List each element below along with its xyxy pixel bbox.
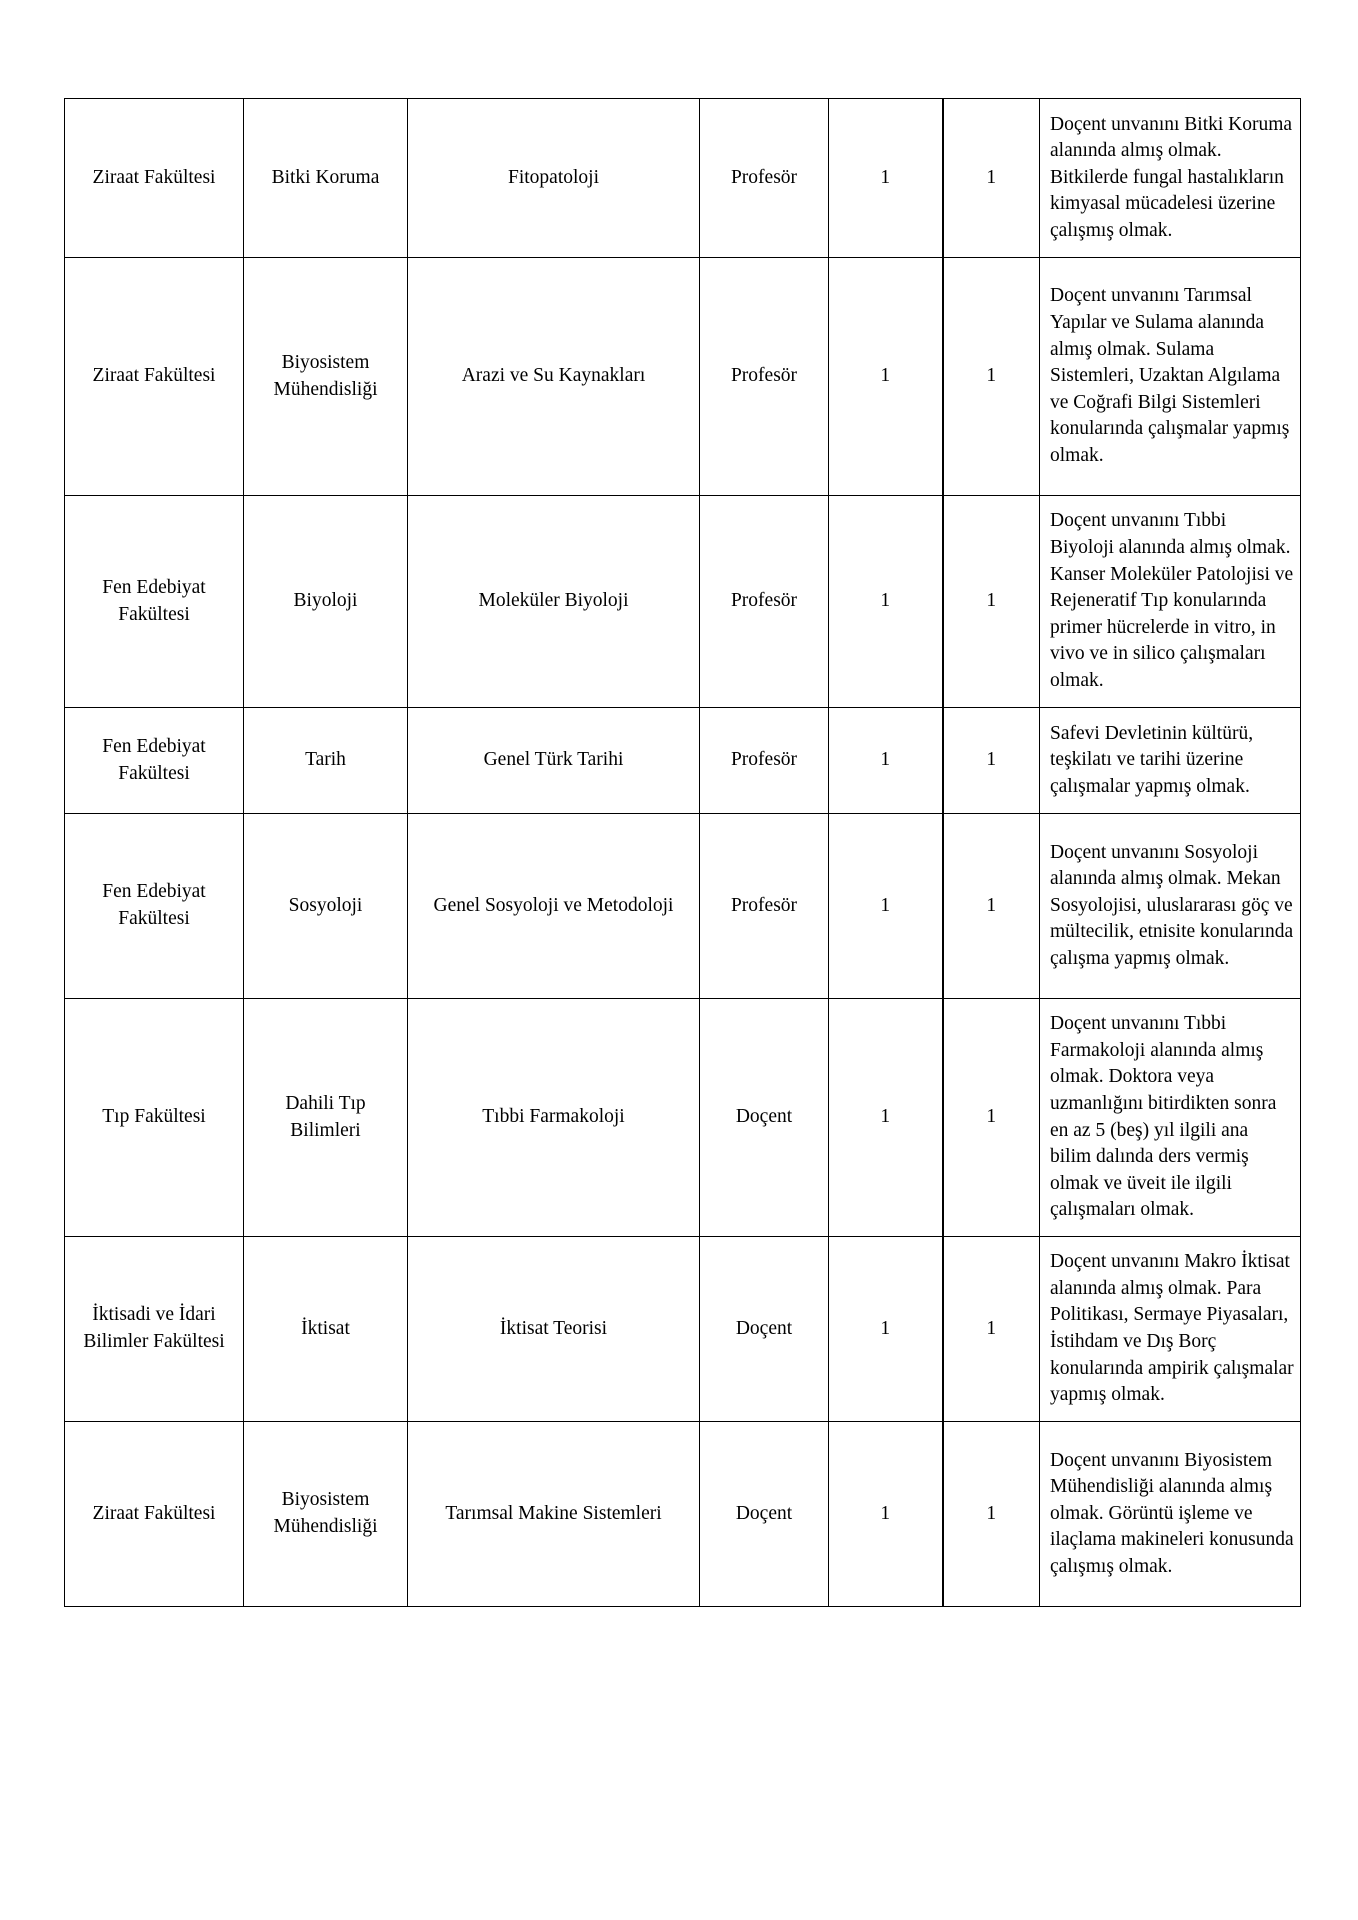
count-cell: 1 [829,1237,943,1422]
title-cell: Profesör [700,99,829,258]
department-cell: Biyoloji [244,496,408,708]
faculty-cell: Ziraat Fakültesi [65,258,244,496]
degree-cell: 1 [943,1422,1040,1607]
degree-cell: 1 [943,99,1040,258]
department-cell: Biyosistem Mühendisliği [244,258,408,496]
degree-cell: 1 [943,814,1040,999]
field-cell: Moleküler Biyoloji [408,496,700,708]
table-row [65,258,1301,496]
department-cell: Dahili Tıp Bilimleri [244,999,408,1237]
degree-cell: 1 [943,258,1040,496]
department-cell: Biyosistem Mühendisliği [244,1422,408,1607]
count-cell: 1 [829,496,943,708]
table-row [65,999,1301,1237]
department-cell: İktisat [244,1237,408,1422]
table-row [65,99,1301,258]
faculty-cell: Fen Edebiyat Fakültesi [65,496,244,708]
degree-cell: 1 [943,496,1040,708]
count-cell: 1 [829,258,943,496]
positions-table [64,98,1301,1607]
table-row [65,814,1301,999]
department-cell: Bitki Koruma [244,99,408,258]
requirement-cell: Doçent unvanını Biyosistem Mühendisliği alanında almış olmak. Görüntü işleme ve ilaçlama makineleri konusunda çalışmış olmak. [1040,1422,1301,1607]
table-row [65,708,1301,814]
field-cell: Tarımsal Makine Sistemleri [408,1422,700,1607]
requirement-cell: Doçent unvanını Bitki Koruma alanında almış olmak. Bitkilerde fungal hastalıkların kimyasal mücadelesi üzerine çalışmış olmak. [1040,99,1301,258]
faculty-cell: Tıp Fakültesi [65,999,244,1237]
degree-cell: 1 [943,1237,1040,1422]
field-cell: İktisat Teorisi [408,1237,700,1422]
requirement-cell: Doçent unvanını Tıbbi Farmakoloji alanında almış olmak. Doktora veya uzmanlığını bitirdikten sonra en az 5 (beş) yıl ilgili ana bilim dalında ders vermiş olmak ve üveit ile ilgili çalışmaları olmak. [1040,999,1301,1237]
count-cell: 1 [829,1422,943,1607]
department-cell: Tarih [244,708,408,814]
field-cell: Arazi ve Su Kaynakları [408,258,700,496]
requirement-cell: Doçent unvanını Sosyoloji alanında almış olmak. Mekan Sosyolojisi, uluslararası göç ve mültecilik, etnisite konularında çalışma yapmış olmak. [1040,814,1301,999]
degree-cell: 1 [943,999,1040,1237]
count-cell: 1 [829,99,943,258]
department-cell: Sosyoloji [244,814,408,999]
requirement-cell: Safevi Devletinin kültürü, teşkilatı ve tarihi üzerine çalışmalar yapmış olmak. [1040,708,1301,814]
field-cell: Tıbbi Farmakoloji [408,999,700,1237]
title-cell: Doçent [700,1237,829,1422]
requirement-cell: Doçent unvanını Tarımsal Yapılar ve Sulama alanında almış olmak. Sulama Sistemleri, Uzaktan Algılama ve Coğrafi Bilgi Sistemleri konularında çalışmalar yapmış olmak. [1040,258,1301,496]
title-cell: Doçent [700,999,829,1237]
faculty-cell: Ziraat Fakültesi [65,99,244,258]
table-row [65,496,1301,708]
requirement-cell: Doçent unvanını Makro İktisat alanında almış olmak. Para Politikası, Sermaye Piyasaları, İstihdam ve Dış Borç konularında ampirik çalışmalar yapmış olmak. [1040,1237,1301,1422]
field-cell: Genel Türk Tarihi [408,708,700,814]
title-cell: Profesör [700,258,829,496]
title-cell: Profesör [700,814,829,999]
table-row [65,1422,1301,1607]
faculty-cell: İktisadi ve İdari Bilimler Fakültesi [65,1237,244,1422]
title-cell: Profesör [700,708,829,814]
field-cell: Genel Sosyoloji ve Metodoloji [408,814,700,999]
table-row [65,1237,1301,1422]
requirement-cell: Doçent unvanını Tıbbi Biyoloji alanında almış olmak. Kanser Moleküler Patolojisi ve Rejeneratif Tıp konularında primer hücrelerde in vitro, in vivo ve in silico çalışmaları olmak. [1040,496,1301,708]
faculty-cell: Fen Edebiyat Fakültesi [65,708,244,814]
title-cell: Profesör [700,496,829,708]
count-cell: 1 [829,999,943,1237]
title-cell: Doçent [700,1422,829,1607]
count-cell: 1 [829,708,943,814]
degree-cell: 1 [943,708,1040,814]
faculty-cell: Fen Edebiyat Fakültesi [65,814,244,999]
faculty-cell: Ziraat Fakültesi [65,1422,244,1607]
field-cell: Fitopatoloji [408,99,700,258]
count-cell: 1 [829,814,943,999]
